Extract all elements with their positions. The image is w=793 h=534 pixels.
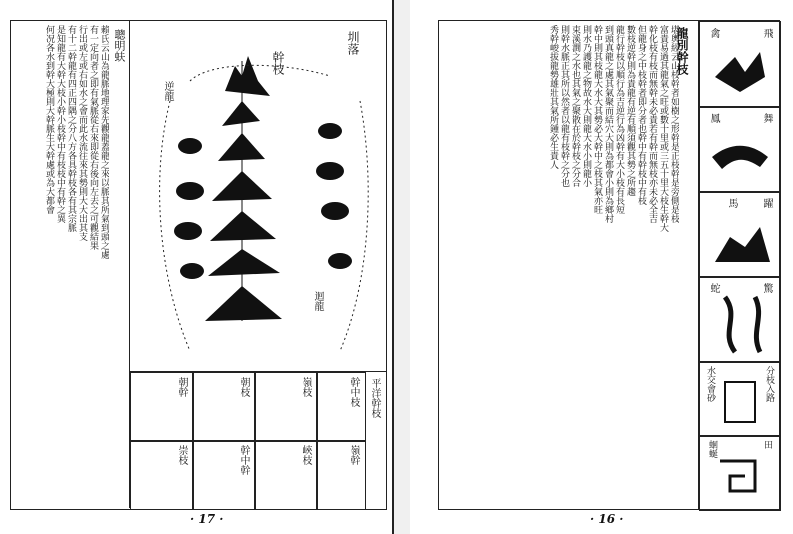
table-cell: 嶺幹 <box>316 440 366 510</box>
icon-panel: 驚 蛇 <box>699 276 781 363</box>
icon-panel: 分枝入路 水交會砂 <box>699 361 781 437</box>
table-cell: 峽枝 <box>254 440 318 510</box>
dragon-diagram-svg <box>130 21 386 371</box>
icon-panel: 躍 馬 <box>699 191 781 278</box>
diagram-label-return: 迴龍 <box>312 291 323 311</box>
table-cell: 朝枝 <box>192 372 256 442</box>
diagram-title: 聰明蚨 <box>113 29 126 62</box>
right-page <box>410 0 793 534</box>
trunk-branch-table <box>129 371 386 508</box>
table-cell: 幹中枝 <box>316 372 366 442</box>
right-page-frame <box>438 20 780 510</box>
icon-column <box>698 21 779 509</box>
diagram-label-trunk-branch: 幹枝 <box>271 51 285 75</box>
diagram-label-ridge: 逆龍 <box>162 81 173 101</box>
left-page <box>0 0 392 534</box>
table-cell: 幹中幹 <box>192 440 256 510</box>
icon-panel: 舞 鳳 <box>699 106 781 193</box>
section-header: 龍別幹枝 <box>675 27 689 75</box>
page-number: · 17 · <box>190 512 224 526</box>
table-cell: 朝幹 <box>130 372 194 442</box>
icon-panel: 田 蛔蜒 <box>699 435 781 511</box>
diagram-label-river: 圳落 <box>346 31 360 55</box>
table-cell: 崇枝 <box>130 440 194 510</box>
table-header: 平洋幹枝 <box>369 378 380 418</box>
right-body-text: 堪輿經云山枝幹者如樹之形幹是正枝幹是旁側是枝 富貴易過其龍氣之旺或數十里或三五十里大枝生幹大 幹化枝有枝而無幹未必貴若有幹而無枝亦未必全吉 但龍身之中枝幹者即分者也幹中有幹枝中有枝 數枝逆幹則為貴龍有逆有順須觀其勢之所趨 龍行幹枝以順行為吉逆行為凶幹有大小枝有長短 到頭真龍之處其氣聚而結穴大則為都會小則為鄉村 幹中則其枝龍大水大其勢必大幹中之枝其氣亦旺 則水乃護龍之物故水大則龍大水小則龍小 束溪澗之水也其氣之聚散在於幹枝之分合 則幹水脈正其所以然者以龍有枝幹之分也 秀幹峻拔龍勢雄壯其氣所鍾必生貴人 <box>548 25 679 232</box>
dragon-diagram <box>129 21 386 371</box>
table-cell: 嶺枝 <box>254 372 318 442</box>
icon-panel: 飛 禽 <box>699 21 781 108</box>
page-number: · 16 · <box>590 512 624 526</box>
left-body-text: 賴氏云山為龍脈地理家先觀龍蓋龍之來以脈其所氣到頭之處 有一定向者之即有氣脈從右來即從右後向左去之可觀結果 行出或左或右如水之會而此水流往來其勢則大大出其支 有十二幹龍有四正四隅之分八方各具幹枝各有其宗脈 是知龍有大幹大枝小幹小枝幹中有枝枝中有幹之異 何况各水到幹大極則大幹脈生大幹處或為大都會 <box>44 25 109 259</box>
left-page-frame <box>10 20 387 510</box>
